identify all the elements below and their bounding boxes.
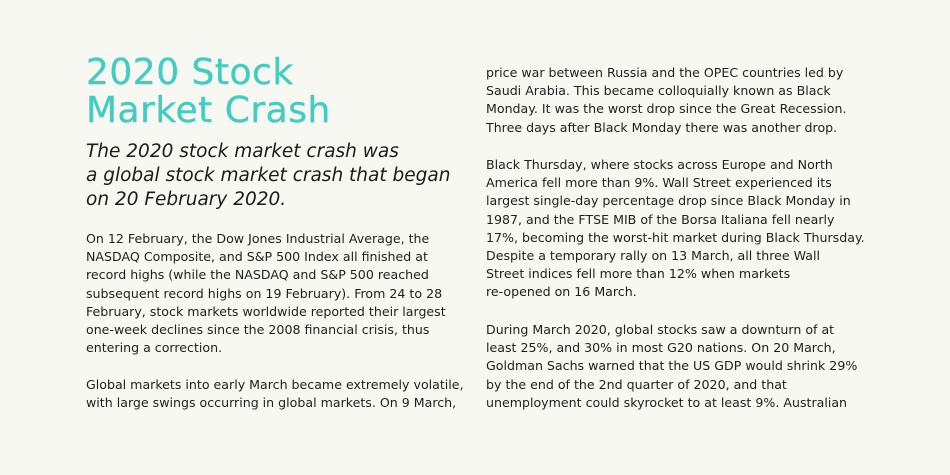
text-line: unemployment could skyrocket to at least 9%. Australian xyxy=(486,394,848,410)
text-line: On 12 February, the Dow Jones Industrial Average, the xyxy=(86,231,430,246)
text-line: re-opened on 16 March. xyxy=(486,284,637,300)
body-paragraph-1 xyxy=(86,230,446,357)
lead-line: a global stock market crash that began xyxy=(86,165,451,186)
text-line: Monday. It was the worst drop since the Great Recession. xyxy=(486,101,847,117)
text-line: 1987, and the FTSE MIB of the Borsa Italiana fell nearly xyxy=(486,211,835,227)
text-line: Despite a temporary rally on 13 March, all three Wall xyxy=(486,248,820,264)
text-line: entering a correction. xyxy=(86,340,223,356)
text-line: subsequent record highs on 19 February). From 24 to 28 xyxy=(86,285,443,301)
text-line: Black Thursday, where stocks across Europe and North xyxy=(486,157,833,172)
text-line: with large swings occurring in global markets. On 9 March, xyxy=(86,395,457,411)
text-line: by the end of the 2nd quarter of 2020, and that xyxy=(486,376,787,392)
text-line: least 25%, and 30% in most G20 nations. On 20 March, xyxy=(486,340,836,356)
text-line: Global markets into early March became extremely volatile, xyxy=(86,377,464,392)
title-line: 2020 Stock xyxy=(86,52,294,93)
lead-paragraph xyxy=(86,140,458,212)
body-paragraph-2 xyxy=(86,376,464,412)
title-line: Market Crash xyxy=(86,90,331,131)
text-line: price war between Russia and the OPEC countries led by xyxy=(486,65,844,80)
text-line: America fell more than 9%. Wall Street experienced its xyxy=(486,175,832,191)
text-line: February, stock markets worldwide reported their largest xyxy=(86,303,446,319)
text-line: Street indices fell more than 12% when markets xyxy=(486,266,791,282)
text-line: one-week declines since the 2008 financial crisis, thus xyxy=(86,322,430,338)
lead-line: on 20 February 2020. xyxy=(86,189,287,210)
lead-line: The 2020 stock market crash was xyxy=(86,141,399,162)
text-line: Saudi Arabia. This became colloquially known as Black xyxy=(486,83,831,99)
text-line: During March 2020, global stocks saw a downturn of at xyxy=(486,322,835,337)
text-line: record highs (while the NASDAQ and S&P 500 reached xyxy=(86,267,429,283)
text-line: Three days after Black Monday there was another drop. xyxy=(486,119,838,135)
text-line: Goldman Sachs warned that the US GDP would shrink 29% xyxy=(486,358,858,374)
body-paragraph-3 xyxy=(486,64,847,137)
text-line: 17%, becoming the worst-hit market during Black Thursday. xyxy=(486,229,865,245)
article-title xyxy=(86,54,331,130)
text-line: largest single-day percentage drop since Black Monday in xyxy=(486,193,851,209)
body-paragraph-4 xyxy=(486,156,865,302)
body-paragraph-5 xyxy=(486,321,857,412)
text-line: NASDAQ Composite, and S&P 500 Index all finished at xyxy=(86,249,428,265)
